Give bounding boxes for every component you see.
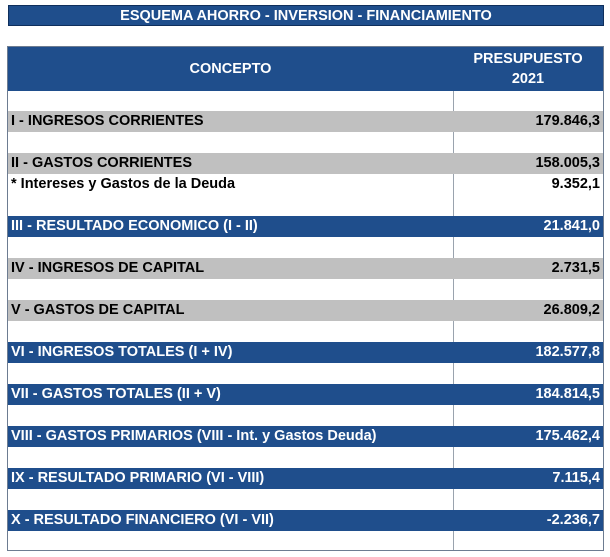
row-label: II - GASTOS CORRIENTES (11, 155, 193, 171)
table-row (8, 384, 603, 405)
table-row (8, 510, 603, 531)
row-label: * Intereses y Gastos de la Deuda (11, 176, 236, 192)
row-value: 179.846,3 (535, 113, 600, 129)
header-concept: CONCEPTO (189, 61, 272, 77)
row-value: 184.814,5 (535, 386, 600, 402)
row-value: 7.115,4 (552, 470, 600, 486)
row-label: X - RESULTADO FINANCIERO (VI - VII) (11, 512, 274, 528)
row-value: 21.841,0 (543, 218, 600, 234)
table-row (8, 216, 603, 237)
row-value: 175.462,4 (535, 428, 600, 444)
row-value: 26.809,2 (543, 302, 600, 318)
row-value: 158.005,3 (535, 155, 600, 171)
row-value: 2.731,5 (551, 260, 600, 276)
table-row (8, 468, 603, 489)
budget-table (7, 46, 604, 551)
row-label: VI - INGRESOS TOTALES (I + IV) (11, 344, 233, 360)
row-label: III - RESULTADO ECONOMICO (I - II) (11, 218, 258, 234)
row-label: IV - INGRESOS DE CAPITAL (11, 260, 205, 276)
table-row (8, 174, 603, 195)
row-label: V - GASTOS DE CAPITAL (11, 302, 185, 318)
table-row (8, 258, 603, 279)
table-row (8, 153, 603, 174)
table-row (8, 111, 603, 132)
table-header (8, 47, 603, 91)
table-title: ESQUEMA AHORRO - INVERSION - FINANCIAMIENTO (8, 5, 604, 26)
table-row (8, 342, 603, 363)
row-value: 182.577,8 (535, 344, 600, 360)
header-budget-line1: PRESUPUESTO (473, 51, 583, 67)
header-budget (453, 49, 603, 89)
table-row (8, 426, 603, 447)
row-label: IX - RESULTADO PRIMARIO (VI - VIII) (11, 470, 265, 486)
row-label: I - INGRESOS CORRIENTES (11, 113, 204, 129)
row-value: -2.236,7 (546, 512, 600, 528)
table-row (8, 300, 603, 321)
row-value: 9.352,1 (551, 176, 600, 192)
header-budget-line2: 2021 (511, 71, 545, 87)
row-label: VII - GASTOS TOTALES (II + V) (11, 386, 221, 402)
row-label: VIII - GASTOS PRIMARIOS (VIII - Int. y Gastos Deuda) (11, 428, 377, 444)
